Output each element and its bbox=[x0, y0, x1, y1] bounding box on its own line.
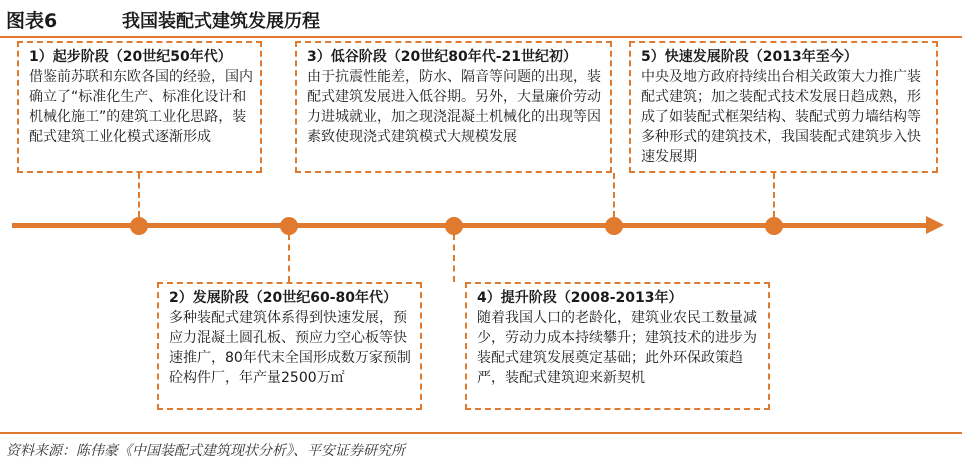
stage-1-connector bbox=[138, 173, 140, 217]
stage-2-title: 2）发展阶段（20世纪60-80年代） bbox=[169, 290, 397, 306]
stage-1-title: 1）起步阶段（20世纪50年代） bbox=[29, 49, 232, 65]
figure-number: 图表6 bbox=[6, 10, 58, 32]
stage-5-description: 中央及地方政府持续出台相关政策大力推广装配式建筑；加之装配式技术发展日趋成熟，形成了如装配式框架结构、装配式剪力墙结构等多种形式的建筑技术，我国装配式建筑步入快速发展期 bbox=[641, 69, 921, 165]
timeline-axis bbox=[12, 223, 930, 228]
stage-4-connector bbox=[453, 234, 455, 282]
stage-3-box bbox=[295, 41, 612, 173]
stage-4-box bbox=[465, 282, 770, 410]
stage-3-description: 由于抗震性能差，防水、隔音等问题的出现，装配式建筑发展进入低谷期。另外，大量廉价劳动力进城就业，加之现浇混凝土机械化的出现等因素致使现浇式建筑模式大规模发展 bbox=[307, 69, 601, 145]
stage-4-node bbox=[605, 217, 623, 235]
stage-5-box bbox=[629, 41, 938, 173]
stage-4-description: 随着我国人口的老龄化，建筑业农民工数量减少，劳动力成本持续攀升；建筑技术的进步为装配式建筑发展奠定基础；此外环保政策趋严，装配式建筑迎来新契机 bbox=[477, 310, 757, 386]
stage-5-connector bbox=[773, 173, 775, 217]
figure-title: 我国装配式建筑发展历程 bbox=[122, 11, 320, 32]
stage-1-node bbox=[130, 217, 148, 235]
header-rule bbox=[0, 36, 962, 38]
timeline-arrow-icon bbox=[926, 216, 944, 234]
stage-3-connector bbox=[613, 173, 615, 217]
footer-rule bbox=[0, 432, 962, 434]
stage-5-title: 5）快速发展阶段（2013年至今） bbox=[641, 49, 858, 65]
stage-4-title: 4）提升阶段（2008-2013年） bbox=[477, 290, 683, 306]
stage-5-node bbox=[765, 217, 783, 235]
stage-3-node bbox=[445, 217, 463, 235]
source-note: 资料来源：陈伟豪《中国装配式建筑现状分析》、平安证券研究所 bbox=[6, 443, 405, 459]
stage-3-title: 3）低谷阶段（20世纪80年代-21世纪初） bbox=[307, 49, 577, 65]
stage-2-connector bbox=[288, 234, 290, 282]
figure-footer bbox=[0, 432, 962, 468]
stage-1-box bbox=[17, 41, 262, 173]
stage-1-description: 借鉴前苏联和东欧各国的经验，国内确立了“标准化生产、标准化设计和机械化施工”的建筑工业化思路，装配式建筑工业化模式逐渐形成 bbox=[29, 69, 253, 145]
figure-header bbox=[0, 0, 962, 38]
stage-2-description: 多种装配式建筑体系得到快速发展，预应力混凝土圆孔板、预应力空心板等快速推广，80年代末全国形成数万家预制砼构件厂，年产量2500万㎡ bbox=[169, 310, 411, 386]
stage-2-node bbox=[280, 217, 298, 235]
stage-2-box bbox=[157, 282, 422, 410]
